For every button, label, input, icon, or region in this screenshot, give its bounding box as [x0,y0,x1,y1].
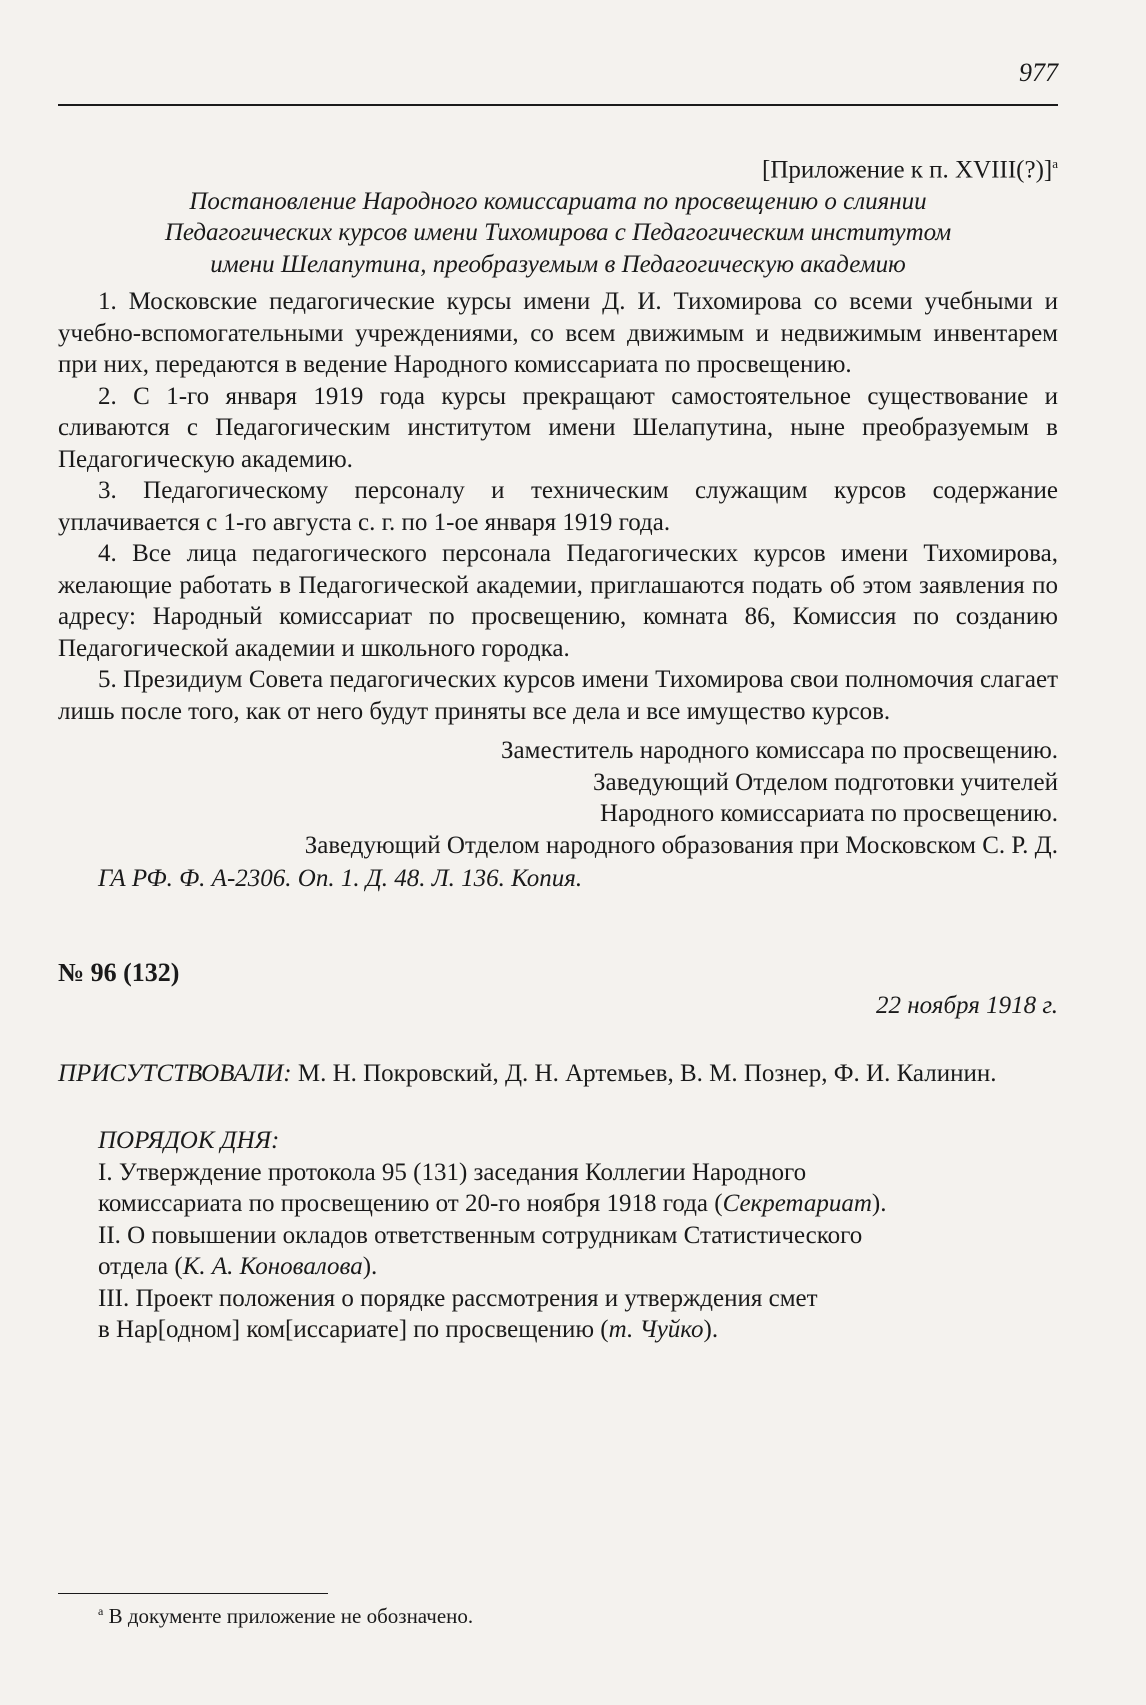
agenda-item-1-line1: I. Утверждение протокола 95 (131) заседания Коллегии Народного [98,1158,807,1186]
footnote-text: В документе приложение не обозначено. [103,1604,474,1628]
attendees-label: ПРИСУТСТВОВАЛИ: [58,1059,292,1087]
document-body [58,148,1058,1346]
signature-1: Заместитель народного комиссара по просвещению. [501,737,1058,765]
document-number: № 96 (132) [58,957,180,987]
footnote-mark: а [98,1604,104,1618]
signature-2: Заведующий Отделом подготовки учителей [592,768,1058,796]
title-line-2: Педагогических курсов имени Тихомирова с Педагогическим институтом [164,219,952,247]
agenda-item-1-speaker: Секретариат [722,1190,872,1218]
signature-4: Заведующий Отделом народного образования при Московском С. Р. Д. [304,831,1058,859]
footnote-rule [58,1593,328,1594]
agenda-item-3-tail: ). [703,1316,719,1344]
agenda-item-1-tail: ). [871,1190,887,1218]
agenda-item [98,1283,1058,1346]
page-number: 977 [1019,58,1058,87]
attendees-names: М. Н. Покровский, Д. Н. Артемьев, В. М. Познер, Ф. И. Калинин. [291,1059,997,1087]
agenda-item-2-line2: отдела ( [98,1253,183,1281]
paragraph-3: 3. Педагогическому персоналу и техническим служащим курсов содержание уплачивается с 1-го августа с. г. по 1-ое января 1919 года. [58,477,1058,536]
footnote-mark: а [1052,156,1058,171]
title-line-1: Постановление Народного комиссариата по просвещению о слиянии [189,187,927,215]
document-date: 22 ноября 1918 г. [876,992,1058,1020]
agenda-item-3-line1: III. Проект положения о порядке рассмотрения и утверждения смет [98,1284,818,1312]
title-line-3: имени Шелапутина, преобразуемым в Педагогическую академию [210,250,906,278]
agenda-item-2-speaker: К. А. Коновалова [182,1253,363,1281]
paragraph-2: 2. С 1-го января 1919 года курсы прекращают самостоятельное существование и сливаются с Педагогическим институтом имени Шелапутина, ныне преобразуемым в Педагогическую академию. [58,382,1058,473]
agenda-item-3-line2: в Нар[одном] ком[иссариате] по просвещению ( [98,1316,609,1344]
agenda-item-3-speaker: т. Чуйко [608,1316,704,1344]
agenda-title: ПОРЯДОК ДНЯ: [98,1127,280,1155]
agenda-item [98,1220,1058,1283]
agenda-item-2-line1: II. О повышении окладов ответственным сотрудникам Статистического [98,1221,863,1249]
appendix-label [58,148,1058,186]
paragraph-4: 4. Все лица педагогического персонала Педагогических курсов имени Тихомирова, желающие работать в Педагогической академии, приглашаются подать об этом заявления по адресу: Народный комиссариат по просвещению, комната 86, Комиссия по созданию Педагогической академии и школьного городка. [58,540,1058,662]
appendix-text: [Приложение к п. XVIII(?)] [762,156,1053,184]
document-page [58,0,1058,1705]
agenda-item-2-tail: ). [362,1253,378,1281]
archive-source: ГА РФ. Ф. А-2306. Оп. 1. Д. 48. Л. 136. Копия. [98,865,583,893]
header-rule [58,104,1058,106]
footnote [98,1604,473,1629]
document-title [58,186,1058,281]
paragraph-5: 5. Президиум Совета педагогических курсов имени Тихомирова свои полномочия слагает лишь после того, как от него будут приняты все дела и все имущество курсов. [58,666,1058,725]
agenda-item-1-line2: комиссариата по просвещению от 20-го ноября 1918 года ( [98,1190,723,1218]
paragraph-1: 1. Московские педагогические курсы имени Д. И. Тихомирова со всеми учебными и учебно-вспомогательными учреждениями, со всем движимым и недвижимым инвентарем при них, передаются в ведение Народного комиссариата по просвещению. [58,288,1058,379]
agenda-item [98,1157,1058,1220]
signature-3: Народного комиссариата по просвещению. [599,800,1058,828]
attendees [58,1058,1058,1090]
